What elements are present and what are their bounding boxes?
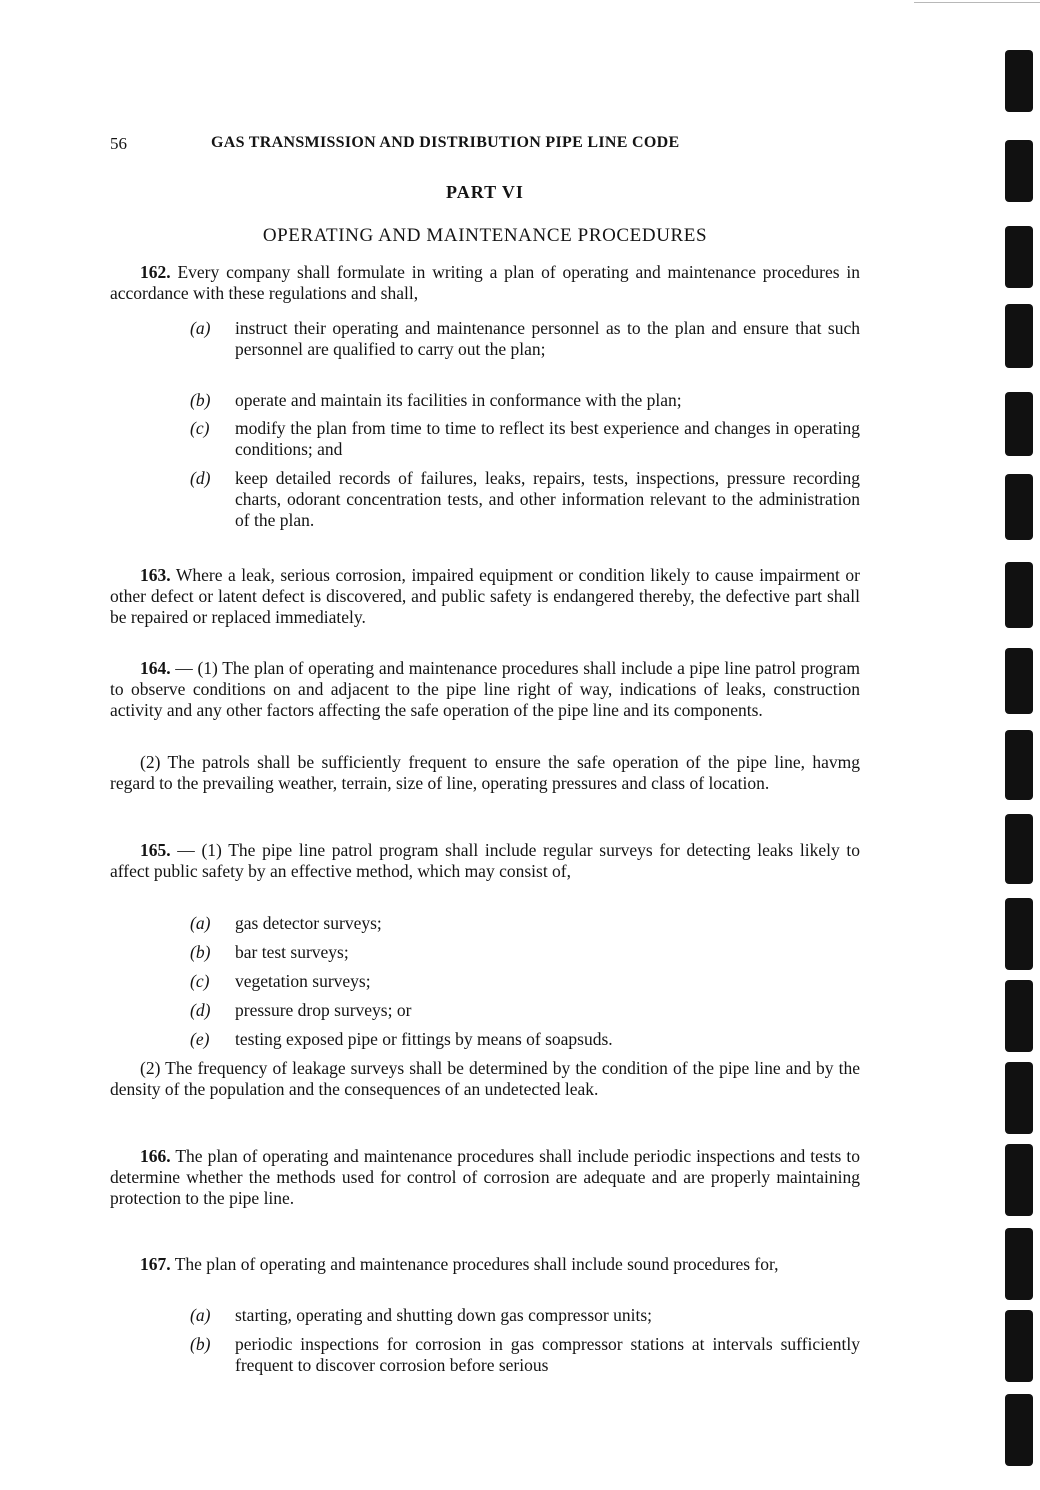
item-text: pressure drop surveys; or xyxy=(235,1000,412,1020)
item-label: (b) xyxy=(190,1334,211,1354)
item-label: (c) xyxy=(190,971,210,991)
item-text: vegetation surveys; xyxy=(235,971,371,991)
item-label: (a) xyxy=(190,318,211,338)
list-item xyxy=(190,971,860,992)
section-text: The plan of operating and maintenance procedures shall include periodic inspections and tests to determine whether the methods used for control of corrosion are adequate and are properly maintaining protection to the pipe line. xyxy=(110,1146,860,1208)
list-item xyxy=(190,468,860,531)
item-label: (d) xyxy=(190,1000,211,1020)
item-text: modify the plan from time to time to reflect its best experience and changes in operating conditions; and xyxy=(235,418,860,459)
binding-mark xyxy=(1005,50,1033,112)
list-item xyxy=(190,1029,860,1050)
section-text: The plan of operating and maintenance procedures shall include sound procedures for, xyxy=(174,1254,779,1274)
section-164-p1 xyxy=(110,658,860,721)
item-label: (c) xyxy=(190,418,210,438)
section-text: Where a leak, serious corrosion, impaired equipment or condition likely to cause impairment or other defect or latent defect is discovered, and public safety is endangered thereby, the defective part shall be repaired or replaced immediately. xyxy=(110,565,861,627)
section-heading: OPERATING AND MAINTENANCE PROCEDURES xyxy=(262,225,708,246)
list-item xyxy=(190,913,860,934)
binding-mark xyxy=(1005,1228,1033,1300)
binding-mark xyxy=(1005,140,1033,202)
item-label: (b) xyxy=(190,942,211,962)
binding-mark xyxy=(1005,898,1033,970)
section-166 xyxy=(110,1146,860,1209)
item-label: (b) xyxy=(190,390,211,410)
binding-mark xyxy=(1005,648,1033,714)
section-number: 167. xyxy=(140,1254,171,1274)
section-text: — (1) The pipe line patrol program shall include regular surveys for detecting leaks likely to affect public safety by an effective method, which may consist of, xyxy=(110,840,860,881)
running-title: GAS TRANSMISSION AND DISTRIBUTION PIPE LINE CODE xyxy=(211,134,680,151)
section-163 xyxy=(110,565,860,628)
item-label: (e) xyxy=(190,1029,210,1049)
binding-mark xyxy=(1005,730,1033,800)
item-label: (a) xyxy=(190,1305,211,1325)
list-item xyxy=(190,390,860,411)
binding-mark xyxy=(1005,1310,1033,1382)
list-item xyxy=(190,1334,860,1376)
binding-mark xyxy=(1005,1394,1033,1466)
list-item xyxy=(190,418,860,460)
item-text: starting, operating and shutting down gas compressor units; xyxy=(235,1305,653,1325)
section-162-intro xyxy=(110,262,860,304)
section-165-p2: (2) The frequency of leakage surveys shall be determined by the condition of the pipe line and by the density of the population and the consequences of an undetected leak. xyxy=(110,1058,860,1099)
binding-mark xyxy=(1005,304,1033,368)
item-text: gas detector surveys; xyxy=(235,913,382,933)
section-164-p2: (2) The patrols shall be sufficiently frequent to ensure the safe operation of the pipe line, havmg regard to the prevailing weather, terrain, size of line, operating pressures and class of location. xyxy=(110,752,860,793)
item-text: keep detailed records of failures, leaks, repairs, tests, inspections, pressure recording charts, odorant concentration tests, and other information relevant to the administration of the plan. xyxy=(235,468,860,530)
page-number: 56 xyxy=(110,134,127,153)
section-text: Every company shall formulate in writing a plan of operating and maintenance procedures in accordance with these regulations and shall, xyxy=(110,262,860,303)
binding-mark xyxy=(1005,1062,1033,1134)
binding-mark xyxy=(1005,1144,1033,1216)
item-text: periodic inspections for corrosion in gas compressor stations at intervals sufficiently frequent to discover corrosion before serious xyxy=(235,1334,860,1375)
item-text: operate and maintain its facilities in conformance with the plan; xyxy=(235,390,682,410)
binding-mark xyxy=(1005,226,1033,288)
binding-mark xyxy=(1005,474,1033,540)
list-item xyxy=(190,1000,860,1021)
binding-mark xyxy=(1005,562,1033,628)
binding-mark xyxy=(1005,814,1033,884)
binding-mark xyxy=(1005,980,1033,1052)
section-number: 162. xyxy=(140,262,171,282)
section-number: 163. xyxy=(140,565,171,585)
section-text: — (1) The plan of operating and maintenance procedures shall include a pipe line patrol program to observe conditions on and adjacent to the pipe line right of way, indications of leaks, construction activity and any other factors affecting the safe operation of the pipe line and its components. xyxy=(110,658,861,720)
list-item xyxy=(190,318,860,360)
item-label: (a) xyxy=(190,913,211,933)
item-text: bar test surveys; xyxy=(235,942,349,962)
item-text: instruct their operating and maintenance personnel as to the plan and ensure that such personnel are qualified to carry out the plan; xyxy=(235,318,860,359)
item-label: (d) xyxy=(190,468,211,488)
section-number: 166. xyxy=(140,1146,171,1166)
section-number: 165. xyxy=(140,840,171,860)
item-text: testing exposed pipe or fittings by means of soapsuds. xyxy=(235,1029,613,1049)
section-167-intro xyxy=(110,1254,860,1275)
binding-mark xyxy=(1005,392,1033,456)
section-number: 164. xyxy=(140,658,171,678)
part-title: PART VI xyxy=(446,182,524,202)
list-item xyxy=(190,1305,860,1326)
section-165-p1 xyxy=(110,840,860,882)
binding-marks xyxy=(1005,0,1035,1490)
list-item xyxy=(190,942,860,963)
